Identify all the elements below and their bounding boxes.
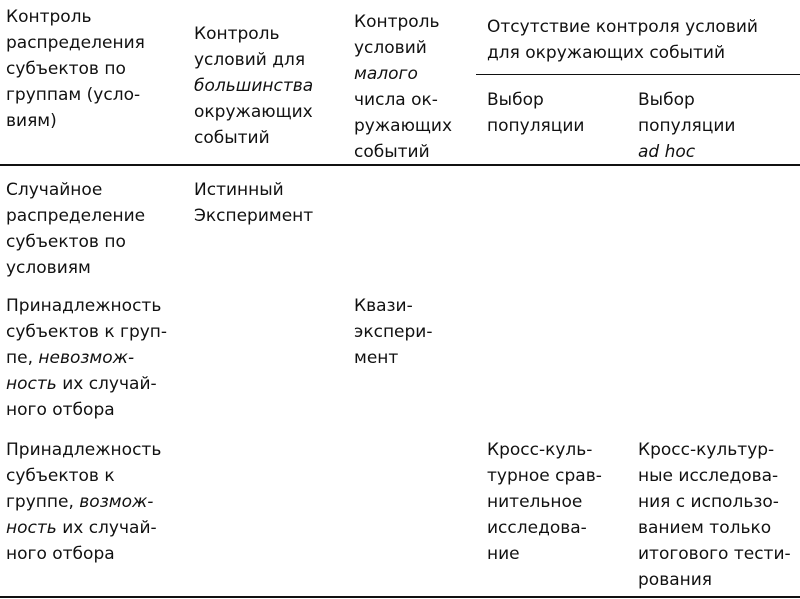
row-3-cross-cultural-comparative: Кросс-куль- турное срав- нительное исследова- ние	[487, 440, 602, 564]
row-1-true-experiment: Истинный Эксперимент	[194, 180, 314, 226]
row-2-quasi-experiment: Квази- экспери- мент	[354, 296, 433, 368]
header-control-most-events: Контроль условий для большинства окружающих событий	[194, 24, 314, 148]
row-3-cross-cultural-final-testing: Кросс-культур- ные исследова- ния с использо- ванием только итогового тести- рования	[638, 440, 791, 590]
header-divider	[0, 164, 800, 166]
header-no-control-span: Отсутствие контроля условий для окружающих событий	[487, 17, 758, 63]
header-control-few-events: Контроль условий малого числа ок- ружающих событий	[354, 12, 453, 162]
header-random-assignment-control: Контроль распределения субъектов по группам (усло- виям)	[6, 7, 145, 131]
table-bottom-rule	[0, 596, 800, 598]
header-span-underline	[476, 74, 800, 75]
header-population-selection-ad-hoc: Выбор популяции ad hoc	[638, 90, 736, 162]
row-2-label: Принадлежность субъектов к груп- пе, невозмож- ность их случай- ного отбора	[6, 296, 168, 420]
header-population-selection: Выбор популяции	[487, 90, 585, 136]
row-1-label: Случайное распределение субъектов по условиям	[6, 180, 146, 278]
row-3-label: Принадлежность субъектов к группе, возмож- ность их случай- ного отбора	[6, 440, 162, 564]
